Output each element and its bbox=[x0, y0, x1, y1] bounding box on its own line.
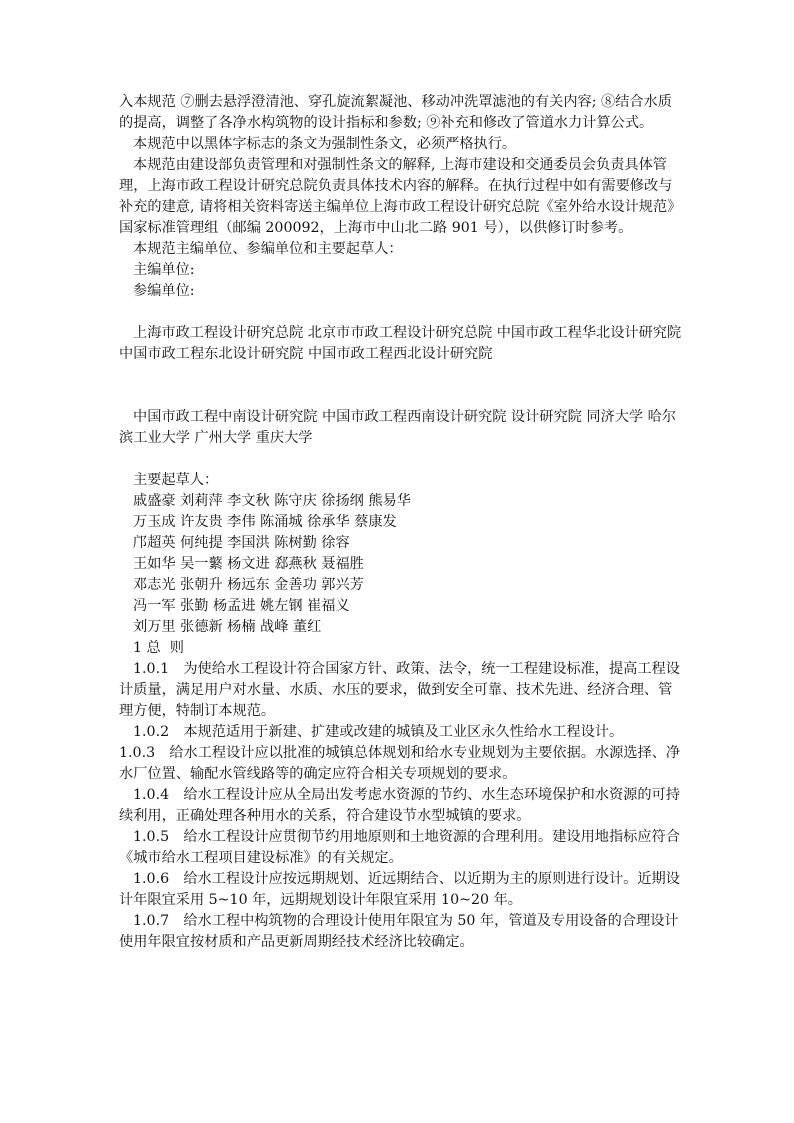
drafters-row: 冯一军 张勤 杨孟进 姚左钢 崔福义 bbox=[133, 598, 350, 614]
clause-text: 给水工程设计应以批准的城镇总体规划和给水专业规划为主要依据。水源选择、净水厂位置、输配水管线路等的确定应符合相关专项规划的要求。 bbox=[119, 745, 681, 782]
chapter-number: 1 bbox=[133, 640, 143, 656]
clause-1-0-7 bbox=[119, 911, 685, 953]
clause-text: 本规范适用于新建、扩建或改建的城镇及工业区永久性给水工程设计。 bbox=[183, 724, 624, 740]
clause-1-0-6 bbox=[119, 869, 685, 911]
drafters-row: 刘万里 张德新 杨楠 战峰 董红 bbox=[133, 619, 322, 635]
clause-number: 1.0.3 bbox=[119, 745, 156, 761]
participating-units-block-1: 上海市政工程设计研究总院 北京市市政工程设计研究总院 中国市政工程华北设计研究院 中国市政工程东北设计研究院 中国市政工程西北设计研究院 bbox=[119, 325, 682, 362]
clause-1-0-1 bbox=[119, 659, 685, 722]
drafters-row: 万玉成 许友贵 李伟 陈涌城 徐承华 蔡康发 bbox=[133, 514, 397, 530]
clause-1-0-5 bbox=[119, 827, 685, 869]
chief-unit-label: 主编单位: bbox=[133, 262, 195, 278]
clause-text: 给水工程设计应按远期规划、近远期结合、以近期为主的原则进行设计。近期设计年限宜采用 5~10 年，远期规划设计年限宜采用 10~20 年。 bbox=[119, 871, 680, 908]
units-intro: 本规范主编单位、参编单位和主要起草人： bbox=[133, 241, 403, 257]
drafters-row: 邝超英 何纯提 李国洪 陈树勤 徐容 bbox=[133, 535, 350, 551]
participating-unit-label: 参编单位: bbox=[133, 283, 195, 299]
clause-number: 1.0.1 bbox=[133, 661, 170, 677]
clause-number: 1.0.2 bbox=[133, 724, 170, 740]
clause-text: 给水工程设计应贯彻节约用地原则和土地资源的合理利用。建设用地指标应符合《城市给水工程项目建设标准》的有关规定。 bbox=[119, 829, 680, 866]
mandatory-clause-note: 本规范中以黑体字标志的条文为强制性条文，必须严格执行。 bbox=[133, 136, 517, 152]
clause-number: 1.0.7 bbox=[133, 913, 170, 929]
drafters-label: 主要起草人： bbox=[133, 472, 219, 488]
revision-summary-paragraph: 入本规范 ⑦删去悬浮澄清池、穿孔旋流絮凝池、移动冲洗罩滤池的有关内容; ⑧结合水质的提高，调整了各净水构筑物的设计指标和参数; ⑨补充和修改了管道水力计算公式。 bbox=[119, 94, 672, 131]
chapter-title: 总 则 bbox=[146, 640, 184, 656]
clause-number: 1.0.4 bbox=[133, 787, 170, 803]
drafters-row: 邓志光 张朝升 杨远东 金善功 郭兴芳 bbox=[133, 577, 364, 593]
drafters-list bbox=[119, 470, 685, 638]
management-paragraph: 本规范由建设部负责管理和对强制性条文的解释, 上海市建设和交通委员会负责具体管理，上海市政工程设计研究总院负责具体技术内容的解释。在执行过程中如有需要修改与补充的建意, 请将相关资料寄送主编单位上海市政工程设计研究总院《室外给水设计规范》国家标准管理组（邮编 200092，上海市中山北二路 901 号），以供修订时参考。 bbox=[119, 157, 682, 236]
clause-text: 给水工程中构筑物的合理设计使用年限宜为 50 年，管道及专用设备的合理设计使用年限宜按材质和产品更新周期经技术经济比较确定。 bbox=[119, 913, 679, 950]
chapter-heading bbox=[119, 638, 685, 659]
clause-number: 1.0.6 bbox=[133, 871, 170, 887]
clause-1-0-4 bbox=[119, 785, 685, 827]
clause-text: 为使给水工程设计符合国家方针、政策、法令，统一工程建设标准，提高工程设计质量，满足用户对水量、水质、水压的要求，做到安全可靠、技术先进、经济合理、管理方便，特制订本规范。 bbox=[119, 661, 680, 719]
clause-1-0-2 bbox=[119, 722, 685, 743]
drafters-row: 王如华 吴一蘩 杨文进 郄燕秋 聂福胜 bbox=[133, 556, 364, 572]
clause-text: 给水工程设计应从全局出发考虑水资源的节约、水生态环境保护和水资源的可持续利用，正确处理各种用水的关系，符合建设节水型城镇的要求。 bbox=[119, 787, 680, 824]
document-body bbox=[119, 92, 685, 953]
clause-1-0-3 bbox=[119, 743, 685, 785]
drafters-row: 戚盛豪 刘莉萍 李文秋 陈守庆 徐扬纲 熊易华 bbox=[133, 493, 411, 509]
clause-number: 1.0.5 bbox=[133, 829, 170, 845]
participating-units-block-2: 中国市政工程中南设计研究院 中国市政工程西南设计研究院 设计研究院 同济大学 哈尔滨工业大学 广州大学 重庆大学 bbox=[119, 409, 676, 446]
